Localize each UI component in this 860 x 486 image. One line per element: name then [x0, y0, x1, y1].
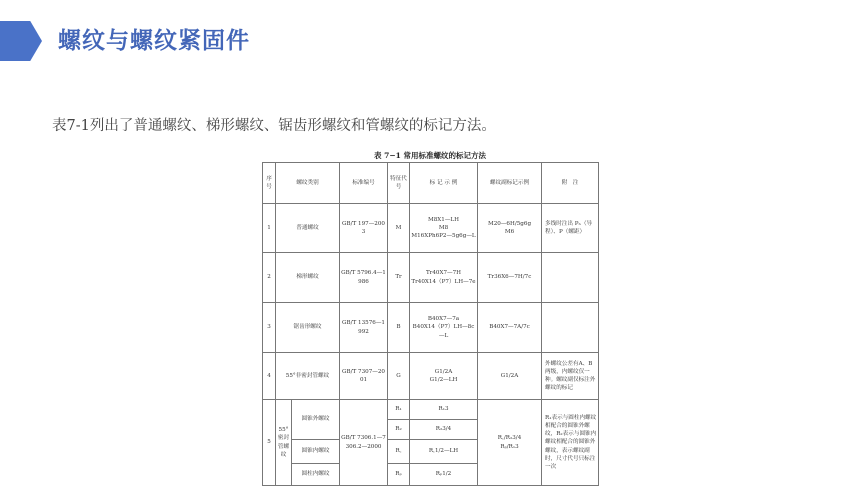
cell-type-group: 55°密封管螺纹: [276, 400, 292, 486]
cell-code: Rₚ: [388, 464, 410, 486]
cell-no: 2: [263, 253, 276, 303]
header-pair: 螺纹副标记示例: [478, 163, 542, 204]
cell-subtype: 圆柱内螺纹: [292, 464, 340, 486]
cell-code: R₂: [388, 420, 410, 440]
cell-example: R₁3: [410, 400, 478, 420]
cell-code: R꜀: [388, 440, 410, 464]
cell-remark: 外螺纹公差有A、B两级，内螺纹仅一种。螺纹副仅标注外螺纹的标记: [542, 353, 599, 400]
cell-code: G: [388, 353, 410, 400]
intro-text: 表7-1列出了普通螺纹、梯形螺纹、锯齿形螺纹和管螺纹的标记方法。: [52, 118, 496, 134]
header-code: 特征代号: [388, 163, 410, 204]
cell-pair: B40X7—7A/7c: [478, 303, 542, 353]
header-accent-arrow: [0, 21, 42, 61]
table-row: [263, 303, 599, 353]
cell-std: GB/T 5796.4—1986: [340, 253, 388, 303]
cell-example: Tr40X7—7H Tr40X14（P7）LH—7e: [410, 253, 478, 303]
cell-code: B: [388, 303, 410, 353]
cell-std: GB/T 197—2003: [340, 204, 388, 253]
page-title: 螺纹与螺纹紧固件: [58, 28, 250, 54]
cell-no: 5: [263, 400, 276, 486]
table-header-row: [263, 163, 599, 204]
cell-example: Rₚ1/2: [410, 464, 478, 486]
table-caption: 表 7−1 常用标准螺纹的标记方法: [374, 151, 486, 160]
table-row: [263, 400, 599, 420]
cell-example: R₂3/4: [410, 420, 478, 440]
cell-remark: 多线时注出 Pₕ（导程）、P（螺距）: [542, 204, 599, 253]
table-row: [263, 204, 599, 253]
cell-subtype: 圆锥外螺纹: [292, 400, 340, 440]
cell-example: B40X7—7a B40X14（P7）LH—8c—L: [410, 303, 478, 353]
cell-no: 3: [263, 303, 276, 353]
cell-example: G1/2A G1/2—LH: [410, 353, 478, 400]
header-remark: 附 注: [542, 163, 599, 204]
thread-standards-table: [262, 162, 599, 486]
cell-remark: [542, 303, 599, 353]
cell-code: R₁: [388, 400, 410, 420]
header-std: 标准编号: [340, 163, 388, 204]
cell-std: GB/T 13576—1992: [340, 303, 388, 353]
cell-std: GB/T 7306.1—7306.2—2000: [340, 400, 388, 486]
cell-remark: [542, 253, 599, 303]
header-type: 螺纹类别: [276, 163, 340, 204]
cell-pair: R꜀/R₂3/4 Rₚ/R₁3: [478, 400, 542, 486]
cell-pair: Tr36X6—7H/7c: [478, 253, 542, 303]
cell-example: R꜀1/2—LH: [410, 440, 478, 464]
cell-remark: R₁表示与圆柱内螺纹相配合的圆锥外螺纹，R₂表示与圆锥内螺纹相配合的圆锥外螺纹，表示螺纹副时，尺寸代号只标注一次: [542, 400, 599, 486]
header-example: 标 记 示 例: [410, 163, 478, 204]
table-row: [263, 253, 599, 303]
cell-type: 55°非密封管螺纹: [276, 353, 340, 400]
cell-example: M8X1—LH M8 M16XPh6P2—5g6g—L: [410, 204, 478, 253]
cell-pair: G1/2A: [478, 353, 542, 400]
table-row: [263, 353, 599, 400]
cell-no: 4: [263, 353, 276, 400]
header-no: 序号: [263, 163, 276, 204]
cell-type: 锯齿形螺纹: [276, 303, 340, 353]
cell-code: M: [388, 204, 410, 253]
cell-std: GB/T 7307—2001: [340, 353, 388, 400]
cell-type: 普通螺纹: [276, 204, 340, 253]
cell-pair: M20—6H/5g6g M6: [478, 204, 542, 253]
cell-no: 1: [263, 204, 276, 253]
cell-subtype: 圆锥内螺纹: [292, 440, 340, 464]
cell-type: 梯形螺纹: [276, 253, 340, 303]
cell-code: Tr: [388, 253, 410, 303]
